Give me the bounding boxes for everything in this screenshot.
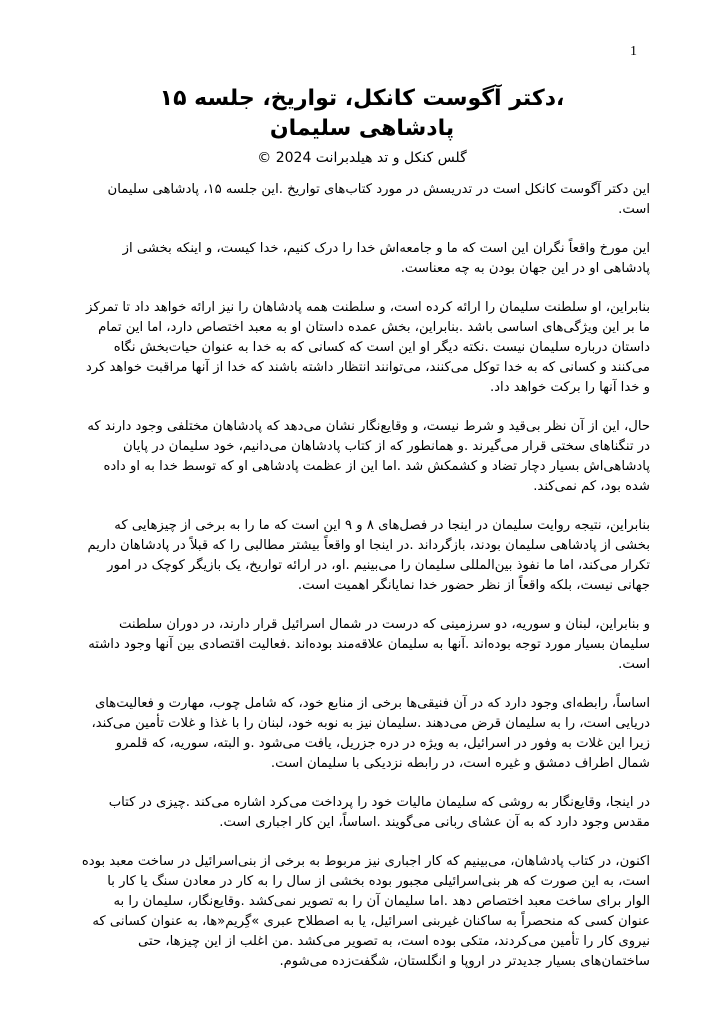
- paragraph-8: در اینجا، وقایع‌نگار به روشی که سلیمان مالیات خود را پرداخت می‌کرد اشاره می‌کند .چیزی در کتاب مقدس وجود دارد که به آن عشای ربانی می‌گویند .اساساً، این کار اجباری است.: [108, 795, 650, 830]
- paragraph-9: اکنون، در کتاب پادشاهان، می‌بینیم که کار اجباری نیز مربوط به برخی از بنی‌اسرائیل در ساخت معبد بوده است، به این صورت که هر بنی‌اسرائیلی مجبور بوده بخشی از سال را به کار در معادن سنگ یا کار با الوار برای ساخت معبد اختصاص دهد .اما سلیمان آن را به تصویر نمی‌کشد .وقایع‌نگار، سلیمان را به عنوان کسی که منحصراً به ساکنان غیربنی اسرائیل، یا به اصطلاح عبری »گِریم«ها، به عنوان کسانی که نیروی کار را تأمین می‌کردند، متکی بوده است، به تصویر می‌کشد .من اغلب از این چیزها، حتی ساختمان‌های بسیار جدیدتر در اروپا و انگلستان، شگفت‌زده می‌شوم.: [81, 854, 650, 969]
- paragraph-2: این مورخ واقعاً نگران این است که ما و جامعه‌اش خدا را درک کنیم، خدا کیست، و اینکه بخشی از پادشاهی او در این جهان بودن به چه معناست.: [122, 241, 650, 276]
- paragraph-6: و بنابراین، لبنان و سوریه، دو سرزمینی که درست در شمال اسرائیل قرار دارند، در دوران سلطنت سلیمان بسیار مورد توجه بوده‌اند .آنها به سلیمان علاقه‌مند بوده‌اند .فعالیت اقتصادی بین آنها وجود داشته است.: [88, 617, 650, 672]
- paragraph-7: اساساً، رابطه‌ای وجود دارد که در آن فنیقی‌ها برخی از منابع خود، که شامل چوب، مهارت و فعالیت‌های دریایی است، را به سلیمان قرض می‌دهند .سلیمان نیز به نوبه خود، لبنان را با غذا و غلات تأمین می‌کند، زیرا این غلات به وفور در اسرائیل، به ویژه در دره جزریل، یافت می‌شود .و البته، سوریه، که قلمرو شمال اطراف دمشق و غیره است، در رابطه نزدیکی با سلیمان است.: [91, 696, 650, 771]
- page-title: ،دکتر آگوست کانکل، تواریخ، جلسه ۱۵: [159, 86, 565, 111]
- paragraph-4: حال، این از آن نظر بی‌قید و شرط نیست، و وقایع‌نگار نشان می‌دهد که پادشاهان مختلفی وجود دارند که در تنگناهای سختی قرار می‌گیرند .و همانطور که از کتاب پادشاهان می‌دانیم، خود سلیمان در پایان پادشاهی‌اش بسیار دچار تضاد و کشمکش شد .اما این از عظمت پادشاهی او که توسط خدا به او داده شده بود، کم نمی‌کند.: [87, 419, 650, 494]
- paragraph-5: بنابراین، نتیجه روایت سلیمان در اینجا در فصل‌های ۸ و ۹ این است که ما را به برخی از چیزهایی که بخشی از پادشاهی سلیمان بودند، بازگرداند .در اینجا او واقعاً بیشتر مطالبی را که قبلاً در پادشاهان داریم تکرار می‌کند، اما ما نفوذ بین‌المللی سلیمان را می‌بینیم .او، در ارائه تواریخ، یک بازیگر کوچک در امور جهانی نیست، بلکه واقعاً از نظر حضور خدا نمایانگر اهمیت است.: [87, 518, 650, 593]
- document-body: [80, 180, 650, 991]
- page-subtitle: پادشاهی سلیمان: [269, 116, 455, 141]
- document-header: [0, 84, 724, 168]
- copyright-line: گلس کنکل و تد هیلدبرانت 2024 ©: [257, 150, 467, 166]
- paragraph-3: بنابراین، او سلطنت سلیمان را ارائه کرده است، و سلطنت همه پادشاهان را نیز ارائه خواهد داد تا تمرکز ما بر این ویژگی‌های اساسی باشد .بنابراین، بخش عمده داستان او به معبد اختصاص دارد، اما این تمام داستان درباره سلیمان نیست .نکته دیگر او این است که کسانی که به خدا به عنوان حیات‌بخش نگاه می‌کنند و کسانی که به خدا توکل می‌کنند، می‌توانند انتظار داشته باشند که خدا از آنها مراقبت خواهد کرد و خدا آنها را برکت خواهد داد.: [85, 300, 650, 395]
- page-number: 1: [630, 44, 637, 59]
- paragraph-1: این دکتر آگوست کانکل است در تدریسش در مورد کتاب‌های تواریخ .این جلسه ۱۵، پادشاهی سلیمان است.: [107, 182, 650, 217]
